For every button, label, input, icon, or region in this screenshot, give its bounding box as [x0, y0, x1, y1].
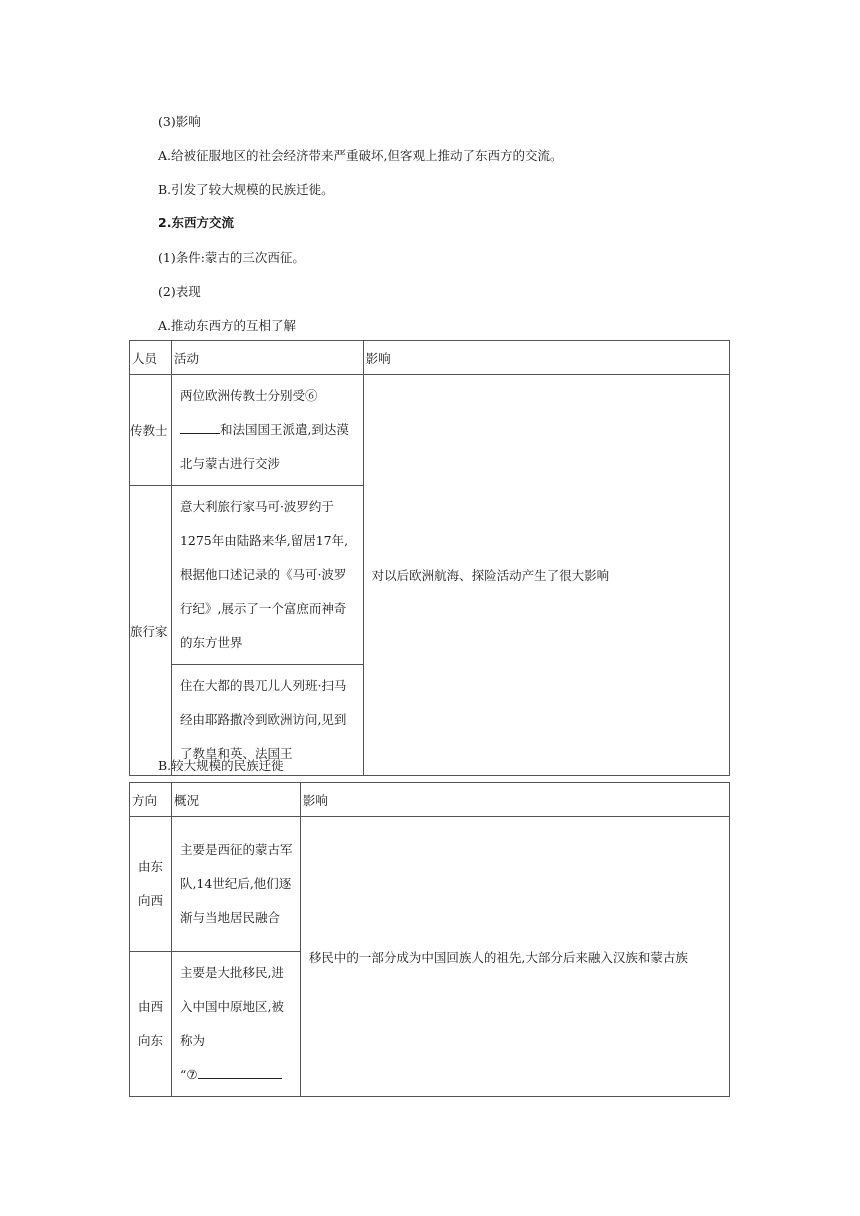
missionary-text-a: 两位欧洲传教士分别受⑥: [179, 388, 318, 403]
blank-6[interactable]: [180, 419, 220, 434]
rabban-sauma-text: 住在大都的畏兀儿人列班·扫马经由耶路撒冷到欧洲访问,见到了教皇和英、法国王: [179, 678, 347, 761]
impact-item-a: A.给被征服地区的社会经济带来严重破坏,但客观上推动了东西方的交流。: [158, 148, 563, 163]
header-overview: 概况: [171, 783, 300, 817]
missionary-text-b: 和法国国王派遣,到达漠北与蒙古进行交涉: [179, 422, 349, 471]
activity-marco-polo: [171, 486, 363, 665]
condition-line: (1)条件:蒙古的三次西征。: [158, 250, 305, 265]
direction-west-east: 由西向东: [130, 952, 172, 1097]
person-traveler: 旅行家: [130, 486, 172, 776]
overview-west-east-text: 主要是大批移民,进入中国中原地区,被称为: [179, 965, 284, 1048]
overview-east-west-text: 主要是西征的蒙古军队,14世纪后,他们逐渐与当地居民融合: [179, 842, 293, 925]
section-heading-exchange: 2.东西方交流: [158, 215, 234, 230]
header-impact: 影响: [363, 341, 729, 375]
subheading-mutual-understanding: A.推动东西方的互相了解: [158, 318, 297, 333]
subheading-migration: B.较大规模的民族迁徙: [158, 758, 284, 773]
section-heading-impact: (3)影响: [158, 114, 201, 129]
header-direction: 方向: [130, 783, 172, 817]
impact-text: 对以后欧洲航海、探险活动产生了很大影响: [371, 568, 610, 583]
migration-impact-cell: [300, 817, 729, 1097]
migration-table: [129, 782, 730, 1097]
blank-7[interactable]: [198, 1064, 282, 1079]
person-missionary: 传教士: [130, 375, 172, 486]
direction-east-west: 由东向西: [130, 817, 172, 952]
impact-cell: [363, 375, 729, 776]
marco-polo-text: 意大利旅行家马可·波罗约于1275年由陆路来华,留居17年,根据他口述记录的《马可·波罗行纪》,展示了一个富庶而神奇的东方世界: [179, 499, 349, 650]
overview-west-east: [171, 952, 300, 1097]
header-personnel: 人员: [130, 341, 172, 375]
overview-east-west: [171, 817, 300, 952]
activity-missionary: [171, 375, 363, 486]
header-impact-2: 影响: [300, 783, 729, 817]
exchange-table: [129, 340, 730, 776]
manifestation-heading: (2)表现: [158, 284, 201, 299]
impact-item-b: B.引发了较大规模的民族迁徙。: [158, 182, 334, 197]
migration-impact-text: 移民中的一部分成为中国回族人的祖先,大部分后来融入汉族和蒙古族: [308, 949, 688, 965]
header-activity: 活动: [171, 341, 363, 375]
blank-7-prefix: “⑦: [179, 1067, 198, 1082]
